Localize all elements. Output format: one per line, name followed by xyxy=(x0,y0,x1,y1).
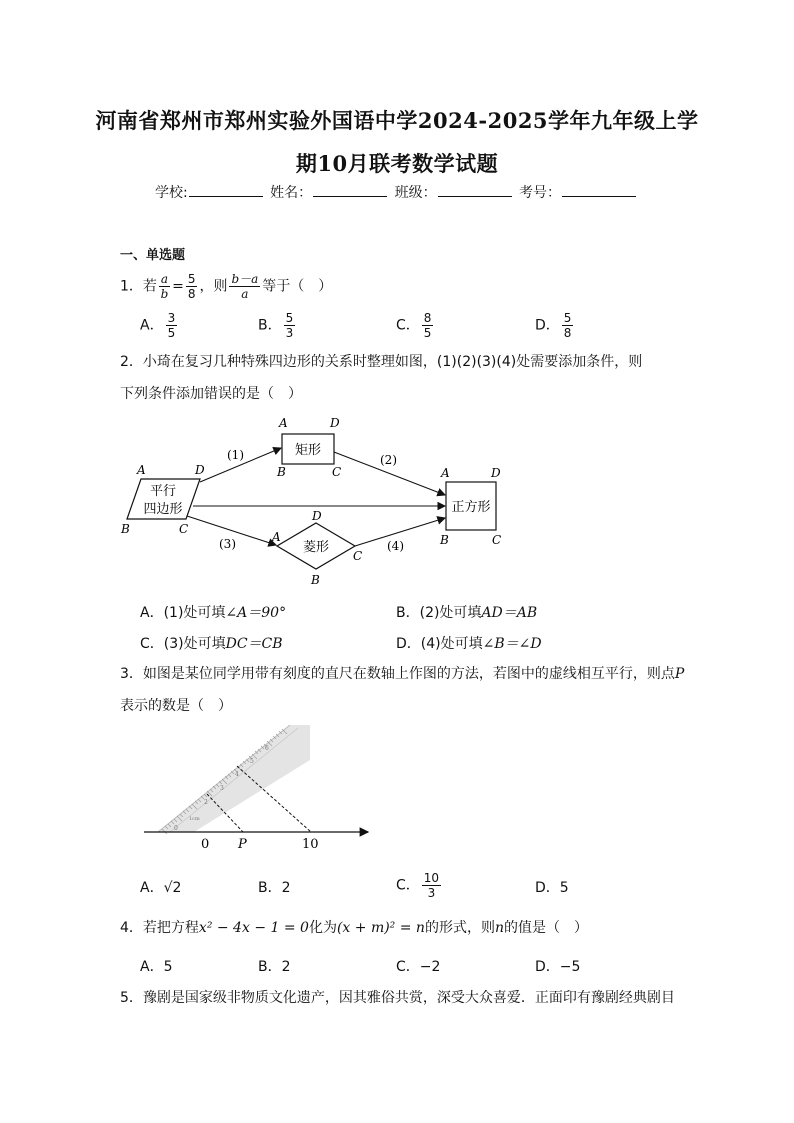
option-den: 8 xyxy=(563,326,572,340)
q1-n: 5 xyxy=(187,272,196,286)
option-label: D． xyxy=(535,317,560,334)
option-label: D． xyxy=(535,959,560,975)
name-label: 姓名： xyxy=(270,185,313,201)
ruler-body xyxy=(158,725,310,832)
edge-label-3: (3) xyxy=(219,537,236,551)
q3-text: 3．如图是某位同学用带有刻度的直尺在数轴上作图的方法，若图中的虚线相互平行，则点 xyxy=(120,666,675,682)
question-2-line1: 2．小琦在复习几种特殊四边形的关系时整理如图，(1)(2)(3)(4)处需要添加条件，则 xyxy=(120,354,643,370)
q1-option-d[interactable] xyxy=(535,311,575,340)
q1-suffix: 等于（ ） xyxy=(262,278,333,295)
question-3-line1 xyxy=(120,664,684,684)
vertex-b: B xyxy=(440,533,449,547)
option-fraction xyxy=(562,311,574,340)
ruler-mark-5: 5 xyxy=(250,758,254,765)
vertex-c: C xyxy=(179,522,189,536)
option-label: B．(2)处可填 xyxy=(396,605,482,621)
edge-label-2: (2) xyxy=(380,453,397,467)
school-label: 学校: xyxy=(154,185,188,201)
vertex-b: B xyxy=(277,465,286,479)
option-label: C． xyxy=(396,877,420,894)
q3-point-p: P xyxy=(674,666,685,682)
vertex-d: D xyxy=(195,463,205,477)
q1-option-a[interactable] xyxy=(140,311,179,340)
question-1 xyxy=(120,272,332,301)
school-blank xyxy=(189,184,263,197)
question-3-line2: 表示的数是（ ） xyxy=(120,698,232,714)
q1-b: b xyxy=(160,287,169,301)
option-value: −2 xyxy=(419,959,441,975)
ruler-number-line-figure xyxy=(140,720,380,855)
number-blank xyxy=(562,184,636,197)
q1-prefix: 1．若 xyxy=(120,278,157,295)
q4-prefix: 4．若把方程 xyxy=(120,920,199,936)
number-label: 考号： xyxy=(519,185,562,201)
number-line-zero: 0 xyxy=(201,837,210,852)
q4-suffix: 的值是（ ） xyxy=(503,920,588,936)
q1-option-b[interactable] xyxy=(258,311,297,340)
edge-label-4: (4) xyxy=(387,539,404,553)
class-blank xyxy=(438,184,512,197)
question-2-line2: 下列条件添加错误的是（ ） xyxy=(120,386,302,402)
option-label: A． xyxy=(140,880,164,896)
option-fraction xyxy=(422,871,441,900)
q4-equation-2: (x + m)² = n xyxy=(336,920,425,936)
option-num: 5 xyxy=(563,311,572,325)
section-heading: 一、单选题 xyxy=(120,248,186,263)
q4-option-b[interactable] xyxy=(258,956,291,976)
question-4 xyxy=(120,918,588,938)
option-label: B． xyxy=(258,880,282,896)
option-num: 5 xyxy=(285,311,294,325)
vertex-b: B xyxy=(311,573,320,587)
option-label: C． xyxy=(396,959,420,975)
option-label: C．(3)处可填 xyxy=(140,636,226,652)
option-value: √2 xyxy=(163,880,182,896)
option-num: 8 xyxy=(423,311,432,325)
option-num: 10 xyxy=(423,871,440,885)
option-label: D． xyxy=(535,880,560,896)
parallelogram-label-2: 四边形 xyxy=(143,502,183,517)
q3-option-d[interactable] xyxy=(535,877,569,897)
ruler-mark-6: 6 xyxy=(265,745,269,752)
option-den: 3 xyxy=(285,326,294,340)
vertex-b: B xyxy=(121,522,130,536)
vertex-a: A xyxy=(441,466,450,480)
option-label: B． xyxy=(258,317,282,334)
option-label: D．(4)处可填 xyxy=(396,636,483,652)
q4-option-d[interactable] xyxy=(535,956,580,976)
rectangle-label: 矩形 xyxy=(294,443,322,458)
q4-equation-1: x² − 4x − 1 = 0 xyxy=(198,920,309,936)
vertex-a: A xyxy=(279,416,288,430)
option-num: 3 xyxy=(167,311,176,325)
vertex-a: A xyxy=(272,530,281,544)
option-den: 5 xyxy=(423,326,432,340)
q2-option-b[interactable] xyxy=(396,602,537,622)
q1-fraction-5-8 xyxy=(186,272,198,301)
q1-den2: a xyxy=(241,287,249,301)
option-math: ∠A＝90° xyxy=(225,605,287,621)
page-title: 河南省郑州市郑州实验外国语中学2024-2025学年九年级上学 xyxy=(95,108,699,133)
option-fraction xyxy=(166,311,178,340)
ruler-mark-1cm: 1cm xyxy=(189,816,200,822)
option-value: 2 xyxy=(281,959,291,975)
q1-eq: = xyxy=(172,278,184,295)
q1-a: a xyxy=(160,272,169,286)
number-line-point-p: P xyxy=(238,837,247,852)
vertex-c: C xyxy=(492,533,502,547)
q4-n: n xyxy=(494,920,504,936)
option-label: A．(1)处可填 xyxy=(140,605,226,621)
option-label: A． xyxy=(140,317,164,334)
q3-option-b[interactable] xyxy=(258,877,291,897)
vertex-c: C xyxy=(353,549,363,563)
parallelogram-label-1: 平行 xyxy=(149,484,177,499)
q1-fraction-a-b xyxy=(159,272,170,301)
vertex-d: D xyxy=(330,416,340,430)
q4-mid: 化为 xyxy=(308,920,337,936)
vertex-d: D xyxy=(491,466,501,480)
option-label: C． xyxy=(396,317,420,334)
ruler-mark-0: 0 xyxy=(174,825,178,832)
q4-mid2: 的形式，则 xyxy=(424,920,495,936)
q3-option-a[interactable] xyxy=(140,877,181,897)
edge-label-1: (1) xyxy=(227,448,244,462)
ruler-mark-2: 2 xyxy=(204,799,208,806)
vertex-a: A xyxy=(137,463,146,477)
q1-mid: ，则 xyxy=(199,278,228,295)
question-5-line1: 5．豫剧是国家级非物质文化遗产，因其雅俗共赏，深受大众喜爱．正面印有豫剧经典剧目 xyxy=(120,990,675,1006)
q1-option-c[interactable] xyxy=(396,311,435,340)
option-label: A． xyxy=(140,959,164,975)
q4-option-a[interactable] xyxy=(140,956,173,976)
number-line-ten: 10 xyxy=(302,837,319,852)
quadrilateral-relation-diagram xyxy=(115,412,515,592)
option-math: DC＝CB xyxy=(225,636,283,652)
option-label: B． xyxy=(258,959,282,975)
q1-num2: b－a xyxy=(231,272,259,286)
option-math: ∠B＝∠D xyxy=(482,636,542,652)
page-title-line2: 期10月联考数学试题 xyxy=(295,151,499,176)
q2-option-d[interactable] xyxy=(396,633,542,653)
option-den: 3 xyxy=(427,886,436,900)
ruler-mark-3: 3 xyxy=(220,785,224,792)
vertex-c: C xyxy=(332,465,342,479)
square-label: 正方形 xyxy=(451,500,491,515)
option-value: 2 xyxy=(281,880,291,896)
q4-option-c[interactable] xyxy=(396,956,440,976)
student-info-line xyxy=(0,182,794,202)
vertex-d: D xyxy=(312,509,322,523)
class-label: 班级： xyxy=(394,185,437,201)
option-math: AD＝AB xyxy=(481,605,538,621)
option-den: 5 xyxy=(167,326,176,340)
q1-fraction-target xyxy=(229,272,260,301)
option-fraction xyxy=(284,311,296,340)
q3-option-c[interactable] xyxy=(396,871,443,900)
rhombus-label: 菱形 xyxy=(302,540,330,555)
option-value: 5 xyxy=(559,880,569,896)
option-value: 5 xyxy=(163,959,173,975)
option-value: −5 xyxy=(559,959,581,975)
q1-d: 8 xyxy=(187,287,196,301)
name-blank xyxy=(313,184,387,197)
q2-option-a[interactable] xyxy=(140,602,286,622)
ruler-mark-4: 4 xyxy=(235,771,239,778)
option-fraction xyxy=(422,311,434,340)
q2-option-c[interactable] xyxy=(140,633,283,653)
